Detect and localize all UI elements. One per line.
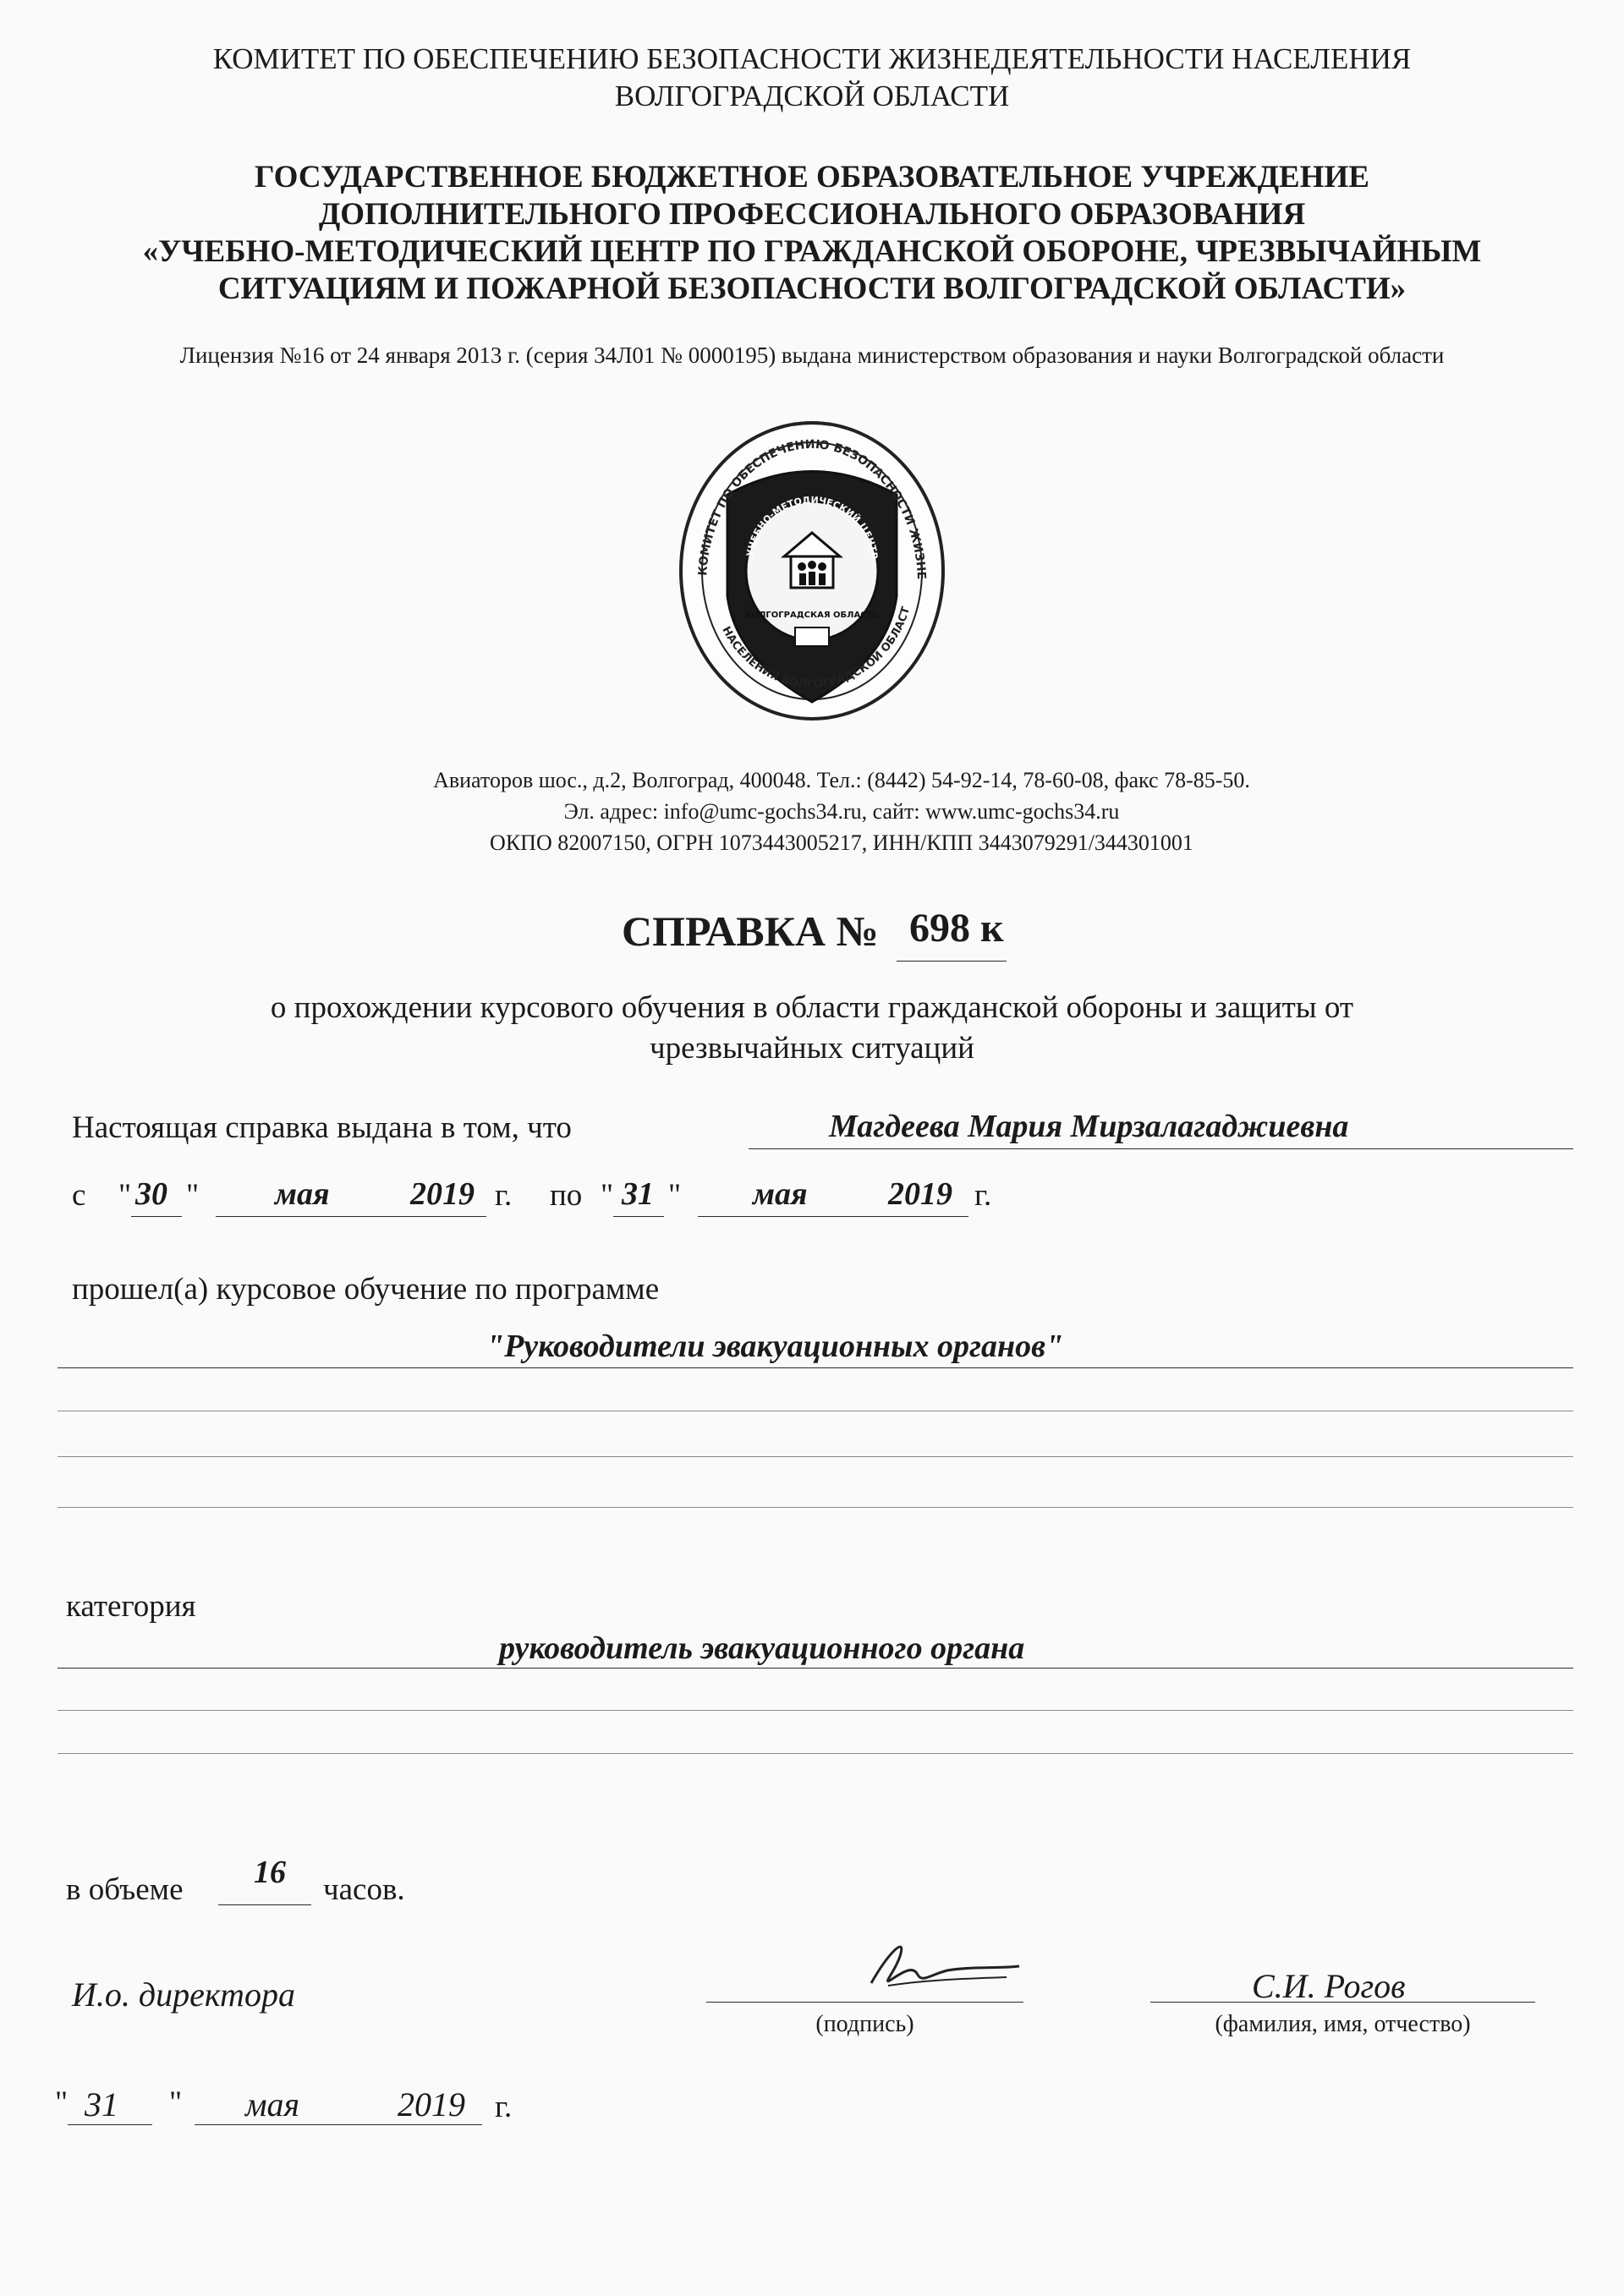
to-year-suffix: г. (974, 1178, 992, 1213)
to-month-year-underline (698, 1216, 968, 1217)
from-month-year-underline (216, 1216, 486, 1217)
org-name-line4: СИТУАЦИЯМ И ПОЖАРНОЙ БЕЗОПАСНОСТИ ВОЛГОГРАДСКОЙ ОБЛАСТИ» (217, 271, 1407, 306)
number-underline (897, 961, 1007, 962)
license-line: Лицензия №16 от 24 января 2013 г. (серия 34Л01 № 0000195) выдана министерством образования и науки Волгоградской области (179, 342, 1445, 368)
quote-open-2: " (601, 1178, 614, 1213)
from-year: 2019 (410, 1176, 475, 1212)
volume-value: 16 (254, 1855, 286, 1890)
signer-position: И.о. директора (72, 1975, 295, 2014)
issued-label: Настоящая справка выдана в том, что (72, 1110, 572, 1145)
signer-name-line (1150, 2002, 1535, 2003)
emblem-inner-text-top: УЧЕБНО-МЕТОДИЧЕСКИЙ ЦЕНТР (744, 494, 880, 560)
volume-unit: часов. (323, 1872, 405, 1907)
committee-name-line1: КОМИТЕТ ПО ОБЕСПЕЧЕНИЮ БЕЗОПАСНОСТИ ЖИЗНЕДЕЯТЕЛЬНОСТИ НАСЕЛЕНИЯ (212, 42, 1412, 75)
to-year: 2019 (888, 1176, 952, 1212)
signature-caption: (подпись) (815, 2011, 914, 2037)
committee-name-line2: ВОЛГОГРАДСКОЙ ОБЛАСТИ (614, 79, 1010, 112)
program-line-3 (58, 1456, 1573, 1457)
to-label: по (550, 1178, 583, 1213)
sign-date-year: 2019 (398, 2085, 465, 2123)
program-label: прошел(а) курсовое обучение по программе (72, 1272, 660, 1307)
contact-codes: ОКПО 82007150, ОГРН 1073443005217, ИНН/КПП 3443079291/344301001 (490, 830, 1193, 855)
title-prefix: СПРАВКА № (622, 907, 879, 955)
person-name-underline (749, 1148, 1573, 1149)
signature-line (706, 2002, 1023, 2003)
program-line-4 (58, 1507, 1573, 1508)
from-month: мая (275, 1176, 330, 1212)
org-name-line1: ГОСУДАРСТВЕННОЕ БЮДЖЕТНОЕ ОБРАЗОВАТЕЛЬНОЕ УЧРЕЖДЕНИЕ (255, 160, 1369, 195)
category-line-1 (58, 1668, 1573, 1669)
emblem-outer-text-left: КОМИТЕТ ПО ОБЕСПЕЧЕНИЮ БЕЗОПАСНОСТИ ЖИЗНЕ (696, 437, 928, 580)
program-line-1 (58, 1367, 1573, 1368)
emblem-inner-text-bottom: ВОЛГОГРАДСКАЯ ОБЛАСТЬ (744, 611, 880, 620)
sign-date-month: мая (245, 2085, 300, 2123)
category-line-2 (58, 1710, 1573, 1711)
from-day: 30 (135, 1176, 167, 1212)
subtitle-line2: чрезвычайных ситуаций (650, 1031, 974, 1066)
to-day-underline (613, 1216, 664, 1217)
from-year-suffix: г. (495, 1178, 513, 1213)
sign-date-suffix: г. (495, 2090, 513, 2124)
contact-email-site: Эл. адрес: info@umc-gochs34.ru, сайт: www.umc-gochs34.ru (563, 799, 1120, 824)
from-label: с (72, 1178, 86, 1213)
category-value: руководитель эвакуационного органа (499, 1630, 1025, 1666)
to-day: 31 (622, 1176, 654, 1212)
category-line-3 (58, 1753, 1573, 1754)
category-label: категория (66, 1589, 196, 1624)
sign-date-underline (195, 2124, 482, 2125)
person-name: Магдеева Мария Мирзалагаджиевна (829, 1109, 1349, 1144)
quote-close-2: " (668, 1178, 682, 1213)
date-quote-close: " (169, 2085, 183, 2120)
org-name-line2: ДОПОЛНИТЕЛЬНОГО ПРОФЕССИОНАЛЬНОГО ОБРАЗОВАНИЯ (318, 197, 1306, 232)
quote-close-1: " (186, 1178, 200, 1213)
emblem-svg (672, 414, 952, 727)
emblem-logo (672, 414, 952, 727)
from-day-underline (131, 1216, 182, 1217)
sign-date-day-underline (68, 2124, 152, 2125)
to-month: мая (753, 1176, 808, 1212)
signature-svg (854, 1937, 1023, 2004)
volume-label: в объеме (66, 1872, 184, 1907)
subtitle-line1: о прохождении курсового обучения в области гражданской обороны и защиты от (270, 990, 1354, 1025)
quote-open-1: " (118, 1178, 132, 1213)
handwritten-signature (854, 1937, 1023, 2004)
signer-name: С.И. Рогов (1252, 1967, 1406, 2005)
signer-name-caption: (фамилия, имя, отчество) (1215, 2011, 1471, 2037)
emblem-outer-text-right: НАСЕЛЕНИЯ ВОЛГОГРАДСКОЙ ОБЛАСТ (719, 605, 914, 691)
document-title (622, 907, 879, 956)
certificate-number: 698 к (909, 906, 1004, 951)
contact-address: Авиаторов шос., д.2, Волгоград, 400048. Тел.: (8442) 54-92-14, 78-60-08, факс 78-85-50. (433, 768, 1250, 792)
sign-date-day: 31 (85, 2085, 118, 2123)
date-quote-open: " (55, 2085, 69, 2120)
volume-underline (218, 1904, 311, 1905)
program-name: "Руководители эвакуационных органов" (486, 1329, 1064, 1364)
org-name-line3: «УЧЕБНО-МЕТОДИЧЕСКИЙ ЦЕНТР ПО ГРАЖДАНСКОЙ ОБОРОНЕ, ЧРЕЗВЫЧАЙНЫМ (142, 234, 1482, 269)
